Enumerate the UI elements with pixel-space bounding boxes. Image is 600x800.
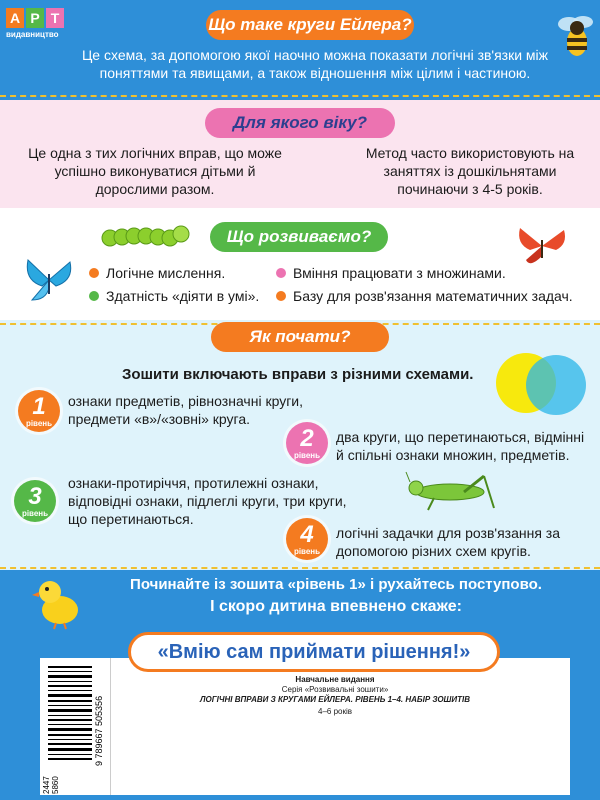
slogan: «Вмію сам приймати рішення!» <box>128 632 500 672</box>
level-label: рівень <box>293 450 321 460</box>
publisher-logo <box>6 8 68 46</box>
level-label: рівень <box>21 508 49 518</box>
develop-item: Вміння працювати з множинами. <box>293 265 506 281</box>
section-title-what: Що таке круги Ейлера? <box>206 10 414 40</box>
bullet-icon <box>276 291 286 301</box>
section-title-age: Для якого віку? <box>205 108 395 138</box>
level-badge <box>18 390 60 432</box>
level-text: ознаки предметів, рівнозначні круги, предмети «в»/«зовні» круга. <box>68 393 304 427</box>
barcode <box>40 658 111 795</box>
section-title-start: Як почати? <box>211 322 389 352</box>
chick-icon <box>32 574 86 630</box>
level-number: 4 <box>300 520 314 548</box>
develop-item: Логічне мислення. <box>106 265 226 281</box>
level-text: два круги, що перетинаються, відмінні й спільні ознаки множин, предметів. <box>336 429 585 463</box>
blue-butterfly-icon <box>24 256 74 304</box>
dashed-divider <box>0 95 600 97</box>
bullet-icon <box>89 291 99 301</box>
section-title-develop: Що розвиваємо? <box>210 222 388 252</box>
closing-line-1: Починайте із зошита «рівень 1» і рухайтесь поступово. <box>130 576 542 593</box>
level-number: 3 <box>28 482 42 510</box>
level-text: ознаки-протиріччя, протилежні ознаки, відповідні ознаки, підлеглі круги, три круги, що перетинаються. <box>68 475 347 527</box>
logo-subtitle: видавництво <box>6 30 59 39</box>
butterfly-icon <box>516 222 568 270</box>
logo-letter: А <box>6 8 24 28</box>
develop-item: Здатність «діяти в умі». <box>106 288 260 304</box>
imprint-series: Серія «Розвивальні зошити» <box>281 685 389 694</box>
bullet-icon <box>276 268 286 278</box>
section-text-what: Це схема, за допомогою якої наочно можна показати логічні зв'язки між поняттями та явищами, а також відношення між цілим і частиною. <box>81 47 549 81</box>
euler-circles-icon <box>494 345 590 423</box>
bullet-icon <box>89 268 99 278</box>
imprint-title: ЛОГІЧНІ ВПРАВИ З КРУГАМИ ЕЙЛЕРА. РІВЕНЬ 1–4. НАБІР ЗОШИТІВ <box>199 695 471 704</box>
caterpillar-icon <box>100 224 190 250</box>
level-text: логічні задачки для розв'язання за допомогою різних схем кругів. <box>336 525 561 559</box>
age-text-right: Метод часто використовують на заняттях із дошкільнятами починаючи з 4-5 років. <box>365 145 575 197</box>
level-label: рівень <box>293 546 321 556</box>
level-number: 2 <box>300 424 314 452</box>
imprint-edition: Навчальне видання <box>295 675 375 684</box>
level-badge <box>286 422 328 464</box>
level-number: 1 <box>32 392 46 420</box>
logo-letter: Т <box>46 8 64 28</box>
level-badge <box>14 480 56 522</box>
start-intro: Зошити включають вправи з різними схемами. <box>122 366 474 383</box>
dashed-divider <box>0 567 600 569</box>
closing-line-2: І скоро дитина впевнено скаже: <box>210 598 462 615</box>
develop-item: Базу для розв'язання математичних задач. <box>293 288 573 304</box>
bee-icon <box>555 10 597 68</box>
imprint-age: 4–6 років <box>318 707 352 716</box>
grasshopper-icon <box>404 470 498 512</box>
logo-letter: Р <box>26 8 44 28</box>
level-label: рівень <box>25 418 53 428</box>
level-badge <box>286 518 328 560</box>
isbn-text: 9 789667 505356 <box>94 695 104 766</box>
age-text-left: Це одна з тих логічних вправ, що може успішно виконуватися дітьми й дорослими разом. <box>28 145 282 197</box>
code-text: 2447 5860 <box>42 776 60 794</box>
